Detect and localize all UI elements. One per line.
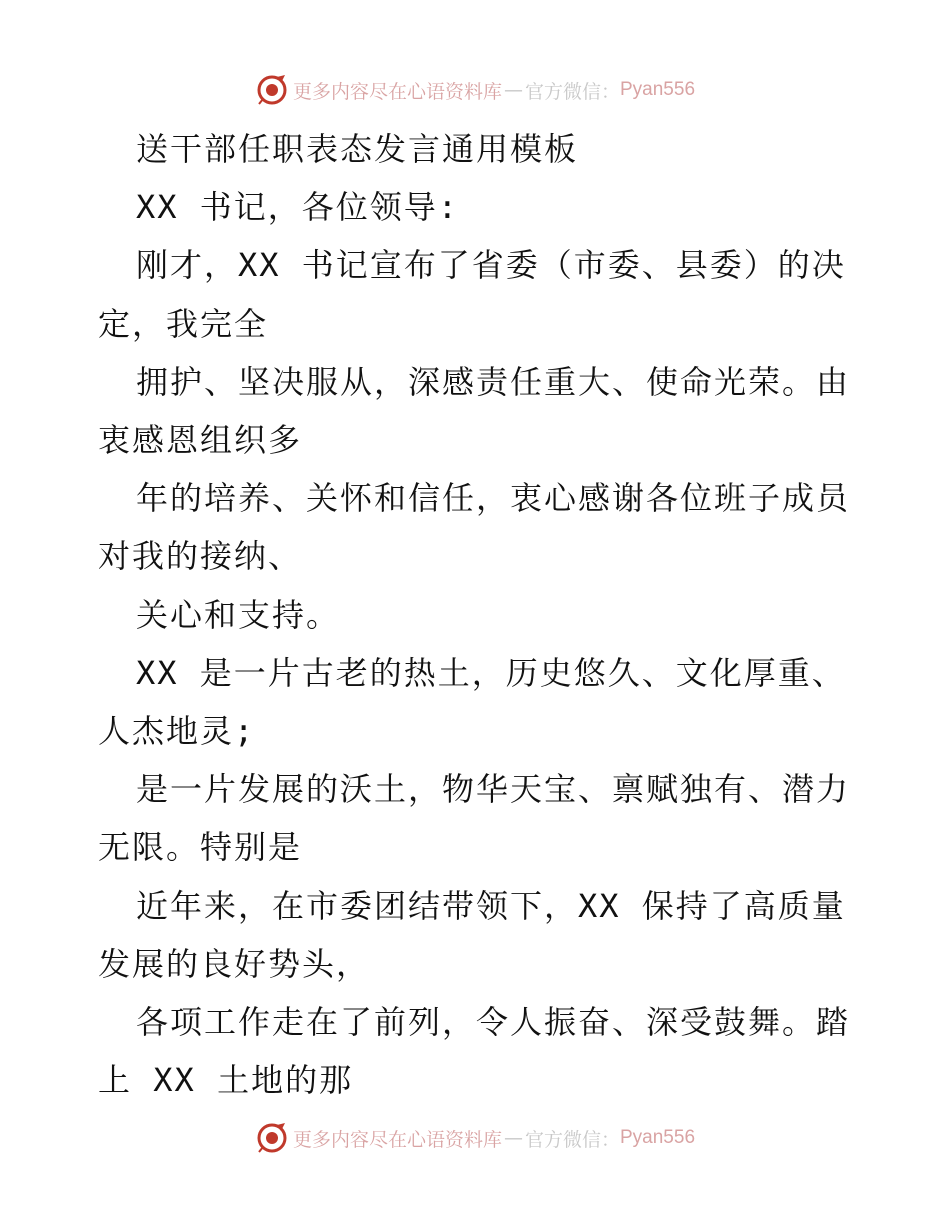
text-line: 发展的良好势头， [98, 944, 371, 983]
text-line: 各项工作走在了前列，令人振奋、深受鼓舞。踏 [136, 1003, 851, 1042]
text-line: 无限。特别是 [98, 828, 303, 867]
watermark-wechat-id: Pyan556 [620, 79, 696, 100]
text-line: 刚才，XX 书记宣布了省委（市委、县委）的决 [136, 246, 846, 285]
quill-logo-icon [255, 73, 289, 107]
watermark-site-text: 更多内容尽在心语资料库 [292, 80, 502, 103]
text-line: 对我的接纳、 [98, 537, 303, 576]
watermark-site-text: 更多内容尽在心语资料库 [292, 1128, 502, 1151]
text-line: 近年来，在市委团结带领下，XX 保持了高质量 [136, 886, 846, 925]
text-line: 衷感恩组织多 [98, 421, 303, 460]
text-line: XX 书记，各位领导: [136, 188, 460, 227]
watermark-dash: — [503, 1127, 523, 1149]
document-body [98, 120, 858, 1109]
text-line: 送干部任职表态发言通用模板 [136, 130, 579, 168]
text-line: 年的培养、关怀和信任，衷心感谢各位班子成员 [136, 479, 851, 518]
watermark-dash: — [503, 79, 523, 101]
quill-logo-icon [255, 1121, 289, 1155]
text-line: 关心和支持。 [136, 595, 341, 634]
text-line: 拥护、坚决服从，深感责任重大、使命光荣。由 [136, 362, 851, 401]
footer-watermark [0, 1120, 950, 1156]
text-line: 上 XX 土地的那 [98, 1061, 354, 1100]
text-line: XX 是一片古老的热土，历史悠久、文化厚重、 [136, 653, 846, 692]
watermark-wechat-label: 官方微信： [524, 80, 620, 103]
watermark-wechat-id: Pyan556 [620, 1127, 696, 1148]
watermark-wechat-label: 官方微信： [524, 1128, 620, 1151]
header-watermark [0, 72, 950, 108]
text-line: 是一片发展的沃土，物华天宝、禀赋独有、潜力 [136, 770, 851, 809]
text-line: 人杰地灵; [98, 712, 256, 751]
text-line: 定，我完全 [98, 304, 269, 343]
